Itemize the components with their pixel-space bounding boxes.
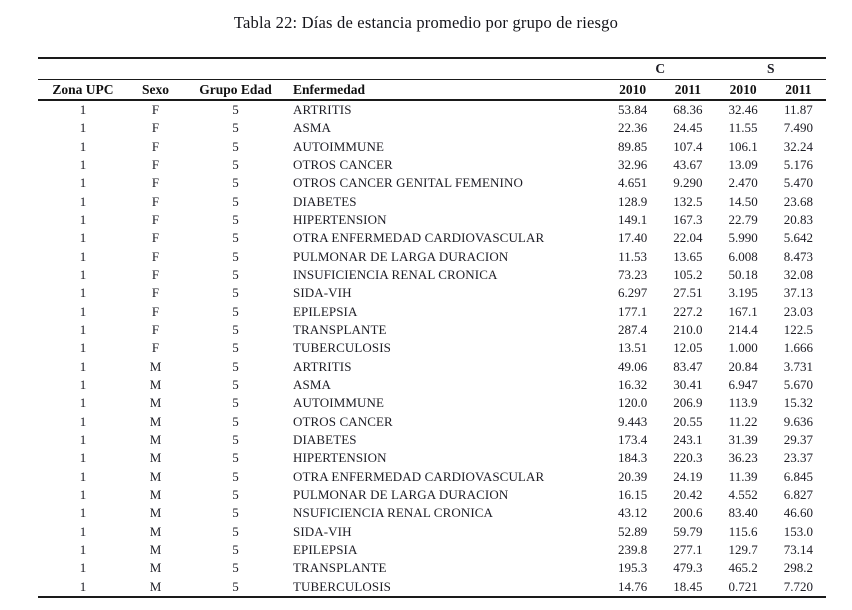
- cell-enfermedad: SIDA-VIH: [293, 523, 352, 539]
- cell-zona-upc: 1: [79, 541, 87, 557]
- cell-c-2010: 89.85: [618, 138, 648, 154]
- cell-zona-upc: 1: [79, 450, 87, 466]
- cell-s-2010: 50.18: [728, 266, 758, 282]
- cell-c-2010: 239.8: [618, 541, 648, 557]
- cell-c-2010: 6.297: [618, 285, 648, 301]
- group-header-s: S: [766, 61, 775, 76]
- cell-sexo: M: [149, 578, 162, 594]
- cell-c-2010: 16.15: [618, 486, 648, 502]
- cell-s-2011: 32.08: [783, 266, 813, 282]
- cell-enfermedad: HIPERTENSION: [293, 450, 387, 466]
- table-row: [38, 468, 826, 486]
- cell-c-2010: 17.40: [618, 230, 648, 246]
- cell-grupo-edad: 5: [232, 193, 239, 209]
- cell-grupo-edad: 5: [232, 340, 239, 356]
- cell-enfermedad: ARTRITIS: [293, 358, 352, 374]
- table-row: [38, 174, 826, 192]
- cell-s-2010: 167.1: [728, 303, 758, 319]
- cell-grupo-edad: 5: [232, 266, 239, 282]
- cell-zona-upc: 1: [79, 413, 87, 429]
- cell-grupo-edad: 5: [232, 376, 239, 392]
- cell-grupo-edad: 5: [232, 413, 239, 429]
- cell-s-2011: 5.176: [783, 156, 813, 172]
- cell-enfermedad: OTRA ENFERMEDAD CARDIOVASCULAR: [293, 468, 545, 484]
- cell-s-2010: 1.000: [728, 340, 758, 356]
- cell-s-2011: 46.60: [783, 505, 813, 521]
- cell-enfermedad: DIABETES: [293, 193, 357, 209]
- group-header-c: C: [655, 61, 666, 76]
- cell-zona-upc: 1: [79, 505, 87, 521]
- cell-grupo-edad: 5: [232, 285, 239, 301]
- cell-c-2010: 128.9: [618, 193, 648, 209]
- cell-c-2010: 14.76: [618, 578, 648, 594]
- cell-c-2011: 277.1: [673, 541, 703, 557]
- cell-zona-upc: 1: [79, 230, 87, 246]
- cell-c-2010: 20.39: [618, 468, 648, 484]
- cell-grupo-edad: 5: [232, 102, 239, 117]
- cell-grupo-edad: 5: [232, 578, 239, 594]
- cell-sexo: M: [149, 541, 162, 557]
- cell-zona-upc: 1: [79, 285, 87, 301]
- col-header-s-2010: 2010: [729, 81, 757, 97]
- cell-c-2010: 52.89: [618, 523, 648, 539]
- cell-s-2010: 36.23: [728, 450, 758, 466]
- cell-c-2011: 83.47: [673, 358, 703, 374]
- cell-c-2011: 107.4: [673, 138, 703, 154]
- cell-c-2010: 177.1: [618, 303, 648, 319]
- cell-s-2010: 11.39: [728, 468, 758, 484]
- cell-s-2010: 4.552: [728, 486, 758, 502]
- cell-c-2011: 20.55: [673, 413, 703, 429]
- cell-s-2011: 29.37: [783, 431, 813, 447]
- cell-sexo: M: [149, 395, 162, 411]
- cell-c-2011: 27.51: [673, 285, 703, 301]
- cell-c-2010: 13.51: [618, 340, 648, 356]
- cell-c-2010: 120.0: [618, 395, 648, 411]
- cell-sexo: F: [151, 230, 160, 246]
- cell-c-2011: 12.05: [673, 340, 703, 356]
- cell-zona-upc: 1: [79, 156, 87, 172]
- cell-sexo: F: [151, 138, 160, 154]
- cell-c-2010: 4.651: [618, 175, 648, 191]
- cell-s-2011: 23.03: [783, 303, 813, 319]
- cell-sexo: F: [151, 175, 160, 191]
- cell-c-2010: 53.84: [618, 102, 648, 117]
- cell-zona-upc: 1: [79, 578, 87, 594]
- cell-enfermedad: PULMONAR DE LARGA DURACION: [293, 486, 509, 502]
- cell-grupo-edad: 5: [232, 230, 239, 246]
- cell-sexo: F: [151, 285, 160, 301]
- cell-grupo-edad: 5: [232, 486, 239, 502]
- cell-zona-upc: 1: [79, 266, 87, 282]
- cell-c-2010: 287.4: [618, 321, 648, 337]
- cell-c-2011: 30.41: [673, 376, 703, 392]
- cell-sexo: F: [151, 340, 160, 356]
- cell-s-2010: 83.40: [728, 505, 758, 521]
- cell-c-2011: 206.9: [673, 395, 703, 411]
- table-row: [38, 358, 826, 376]
- cell-c-2010: 22.36: [618, 120, 648, 136]
- cell-c-2011: 479.3: [673, 560, 703, 576]
- column-group-header-row: [38, 59, 826, 80]
- cell-c-2010: 43.12: [618, 505, 648, 521]
- table-row: [38, 211, 826, 229]
- table-body: [38, 101, 826, 596]
- cell-s-2010: 6.008: [728, 248, 758, 264]
- cell-grupo-edad: 5: [232, 138, 239, 154]
- cell-grupo-edad: 5: [232, 450, 239, 466]
- cell-s-2011: 32.24: [783, 138, 813, 154]
- table-caption: Tabla 22: Días de estancia promedio por grupo de riesgo: [233, 13, 619, 32]
- cell-enfermedad: DIABETES: [293, 431, 357, 447]
- cell-enfermedad: AUTOIMMUNE: [293, 138, 385, 154]
- cell-sexo: F: [151, 321, 160, 337]
- cell-c-2011: 105.2: [673, 266, 703, 282]
- cell-c-2011: 18.45: [673, 578, 703, 594]
- table-row: [38, 229, 826, 247]
- cell-s-2011: 7.490: [783, 120, 813, 136]
- cell-zona-upc: 1: [79, 303, 87, 319]
- cell-c-2011: 9.290: [673, 175, 703, 191]
- cell-grupo-edad: 5: [232, 175, 239, 191]
- cell-c-2010: 11.53: [618, 248, 648, 264]
- cell-sexo: M: [149, 560, 162, 576]
- cell-s-2010: 0.721: [728, 578, 758, 594]
- cell-grupo-edad: 5: [232, 211, 239, 227]
- cell-c-2011: 210.0: [673, 321, 703, 337]
- cell-s-2011: 298.2: [783, 560, 813, 576]
- cell-sexo: M: [149, 431, 162, 447]
- cell-c-2011: 20.42: [673, 486, 703, 502]
- table-row: [38, 559, 826, 577]
- table-row: [38, 504, 826, 522]
- cell-grupo-edad: 5: [232, 248, 239, 264]
- table-row: [38, 119, 826, 137]
- cell-s-2010: 5.990: [728, 230, 758, 246]
- cell-c-2010: 195.3: [618, 560, 648, 576]
- table-row: [38, 284, 826, 302]
- cell-c-2010: 173.4: [618, 431, 648, 447]
- table-row: [38, 193, 826, 211]
- cell-zona-upc: 1: [79, 340, 87, 356]
- cell-zona-upc: 1: [79, 102, 87, 117]
- cell-c-2010: 9.443: [618, 413, 648, 429]
- cell-s-2011: 23.68: [783, 193, 813, 209]
- cell-s-2011: 23.37: [783, 450, 813, 466]
- cell-c-2011: 59.79: [673, 523, 703, 539]
- cell-enfermedad: TUBERCULOSIS: [293, 340, 391, 356]
- cell-sexo: F: [151, 193, 160, 209]
- cell-enfermedad: SIDA-VIH: [293, 285, 352, 301]
- cell-zona-upc: 1: [79, 175, 87, 191]
- cell-s-2010: 13.09: [728, 156, 758, 172]
- table-row: [38, 431, 826, 449]
- cell-zona-upc: 1: [79, 523, 87, 539]
- cell-c-2010: 184.3: [618, 450, 648, 466]
- cell-grupo-edad: 5: [232, 431, 239, 447]
- cell-s-2010: 113.9: [728, 395, 758, 411]
- cell-s-2011: 1.666: [783, 340, 813, 356]
- cell-grupo-edad: 5: [232, 468, 239, 484]
- table-row: [38, 266, 826, 284]
- cell-s-2010: 11.22: [728, 413, 758, 429]
- cell-c-2011: 68.36: [673, 102, 703, 117]
- cell-zona-upc: 1: [79, 321, 87, 337]
- cell-sexo: F: [151, 303, 160, 319]
- cell-c-2010: 73.23: [618, 266, 648, 282]
- cell-grupo-edad: 5: [232, 541, 239, 557]
- cell-s-2011: 153.0: [783, 523, 813, 539]
- cell-enfermedad: OTROS CANCER: [293, 413, 393, 429]
- cell-s-2010: 106.1: [728, 138, 758, 154]
- table-row: [38, 376, 826, 394]
- table-row: [38, 578, 826, 596]
- cell-sexo: M: [149, 450, 162, 466]
- table-row: [38, 138, 826, 156]
- cell-enfermedad: OTRA ENFERMEDAD CARDIOVASCULAR: [293, 230, 545, 246]
- cell-zona-upc: 1: [79, 431, 87, 447]
- col-header-enfermedad: Enfermedad: [293, 81, 365, 97]
- cell-s-2010: 465.2: [728, 560, 758, 576]
- cell-s-2011: 9.636: [783, 413, 813, 429]
- cell-sexo: F: [151, 266, 160, 282]
- table-row: [38, 541, 826, 559]
- cell-s-2011: 5.642: [783, 230, 813, 246]
- cell-grupo-edad: 5: [232, 505, 239, 521]
- cell-s-2010: 6.947: [728, 376, 758, 392]
- cell-enfermedad: PULMONAR DE LARGA DURACION: [293, 248, 509, 264]
- cell-c-2011: 24.45: [673, 120, 703, 136]
- col-header-c-2010: 2010: [619, 81, 647, 97]
- cell-s-2011: 37.13: [783, 285, 813, 301]
- cell-zona-upc: 1: [79, 120, 87, 136]
- cell-s-2011: 3.731: [783, 358, 813, 374]
- cell-s-2011: 6.845: [783, 468, 813, 484]
- cell-sexo: M: [149, 413, 162, 429]
- cell-enfermedad: TRANSPLANTE: [293, 321, 387, 337]
- cell-enfermedad: AUTOIMMUNE: [293, 395, 385, 411]
- cell-grupo-edad: 5: [232, 523, 239, 539]
- cell-s-2011: 15.32: [783, 395, 813, 411]
- cell-s-2011: 73.14: [783, 541, 813, 557]
- cell-s-2011: 7.720: [783, 578, 813, 594]
- cell-enfermedad: ASMA: [293, 376, 331, 392]
- cell-c-2011: 22.04: [673, 230, 703, 246]
- cell-c-2011: 167.3: [673, 211, 703, 227]
- cell-s-2011: 6.827: [783, 486, 813, 502]
- cell-s-2011: 5.470: [783, 175, 813, 191]
- cell-s-2011: 5.670: [783, 376, 813, 392]
- cell-s-2010: 214.4: [728, 321, 758, 337]
- cell-grupo-edad: 5: [232, 303, 239, 319]
- cell-sexo: F: [151, 120, 160, 136]
- cell-c-2011: 200.6: [673, 505, 703, 521]
- cell-enfermedad: NSUFICIENCIA RENAL CRONICA: [293, 505, 494, 521]
- cell-sexo: M: [149, 376, 162, 392]
- cell-zona-upc: 1: [79, 138, 87, 154]
- cell-c-2010: 49.06: [618, 358, 648, 374]
- cell-grupo-edad: 5: [232, 395, 239, 411]
- cell-enfermedad: INSUFICIENCIA RENAL CRONICA: [293, 266, 498, 282]
- cell-grupo-edad: 5: [232, 120, 239, 136]
- col-header-s-2011: 2011: [785, 81, 812, 97]
- cell-sexo: M: [149, 486, 162, 502]
- cell-enfermedad: OTROS CANCER: [293, 156, 393, 172]
- cell-s-2010: 115.6: [728, 523, 758, 539]
- cell-enfermedad: TRANSPLANTE: [293, 560, 387, 576]
- cell-c-2011: 13.65: [673, 248, 703, 264]
- table-row: [38, 156, 826, 174]
- cell-zona-upc: 1: [79, 211, 87, 227]
- table-row: [38, 394, 826, 412]
- cell-c-2011: 227.2: [673, 303, 703, 319]
- col-header-sexo: Sexo: [142, 81, 169, 97]
- cell-zona-upc: 1: [79, 193, 87, 209]
- cell-s-2010: 22.79: [728, 211, 758, 227]
- table-row: [38, 449, 826, 467]
- cell-zona-upc: 1: [79, 560, 87, 576]
- cell-s-2010: 14.50: [728, 193, 758, 209]
- cell-zona-upc: 1: [79, 248, 87, 264]
- cell-sexo: F: [151, 102, 160, 117]
- table-row: [38, 413, 826, 431]
- cell-s-2011: 20.83: [783, 211, 813, 227]
- cell-grupo-edad: 5: [232, 560, 239, 576]
- cell-enfermedad: OTROS CANCER GENITAL FEMENINO: [293, 175, 523, 191]
- cell-grupo-edad: 5: [232, 358, 239, 374]
- cell-s-2010: 129.7: [728, 541, 758, 557]
- table-row: [38, 321, 826, 339]
- table-row: [38, 523, 826, 541]
- cell-sexo: M: [149, 523, 162, 539]
- cell-s-2011: 122.5: [783, 321, 813, 337]
- cell-zona-upc: 1: [79, 486, 87, 502]
- cell-c-2010: 32.96: [618, 156, 648, 172]
- cell-sexo: F: [151, 156, 160, 172]
- cell-c-2011: 220.3: [673, 450, 703, 466]
- cell-c-2011: 43.67: [673, 156, 703, 172]
- cell-s-2010: 3.195: [728, 285, 758, 301]
- col-header-zona-upc: Zona UPC: [52, 81, 114, 97]
- cell-c-2011: 243.1: [673, 431, 703, 447]
- cell-enfermedad: ASMA: [293, 120, 331, 136]
- cell-enfermedad: HIPERTENSION: [293, 211, 387, 227]
- cell-s-2010: 31.39: [728, 431, 758, 447]
- cell-c-2010: 16.32: [618, 376, 648, 392]
- cell-c-2011: 24.19: [673, 468, 703, 484]
- table-row: [38, 248, 826, 266]
- cell-zona-upc: 1: [79, 376, 87, 392]
- cell-s-2010: 32.46: [728, 102, 758, 117]
- cell-enfermedad: EPILEPSIA: [293, 541, 358, 557]
- cell-sexo: M: [149, 358, 162, 374]
- cell-enfermedad: ARTRITIS: [293, 102, 352, 117]
- table-row: [38, 339, 826, 357]
- cell-s-2010: 2.470: [728, 175, 758, 191]
- col-header-c-2011: 2011: [674, 81, 701, 97]
- cell-zona-upc: 1: [79, 395, 87, 411]
- cell-sexo: F: [151, 248, 160, 264]
- cell-s-2011: 8.473: [783, 248, 813, 264]
- table-row: [38, 101, 826, 119]
- cell-enfermedad: EPILEPSIA: [293, 303, 358, 319]
- col-header-grupo-edad: Grupo Edad: [199, 81, 272, 97]
- table-row: [38, 303, 826, 321]
- cell-s-2010: 20.84: [728, 358, 758, 374]
- cell-s-2010: 11.55: [728, 120, 758, 136]
- cell-c-2011: 132.5: [673, 193, 703, 209]
- data-table: [38, 57, 826, 598]
- cell-sexo: M: [149, 505, 162, 521]
- cell-grupo-edad: 5: [232, 321, 239, 337]
- table-row: [38, 486, 826, 504]
- cell-enfermedad: TUBERCULOSIS: [293, 578, 391, 594]
- cell-s-2011: 11.87: [783, 102, 813, 117]
- cell-zona-upc: 1: [79, 468, 87, 484]
- cell-zona-upc: 1: [79, 358, 87, 374]
- cell-sexo: M: [149, 468, 162, 484]
- column-header-row: [38, 80, 826, 101]
- cell-grupo-edad: 5: [232, 156, 239, 172]
- cell-c-2010: 149.1: [618, 211, 648, 227]
- cell-sexo: F: [151, 211, 160, 227]
